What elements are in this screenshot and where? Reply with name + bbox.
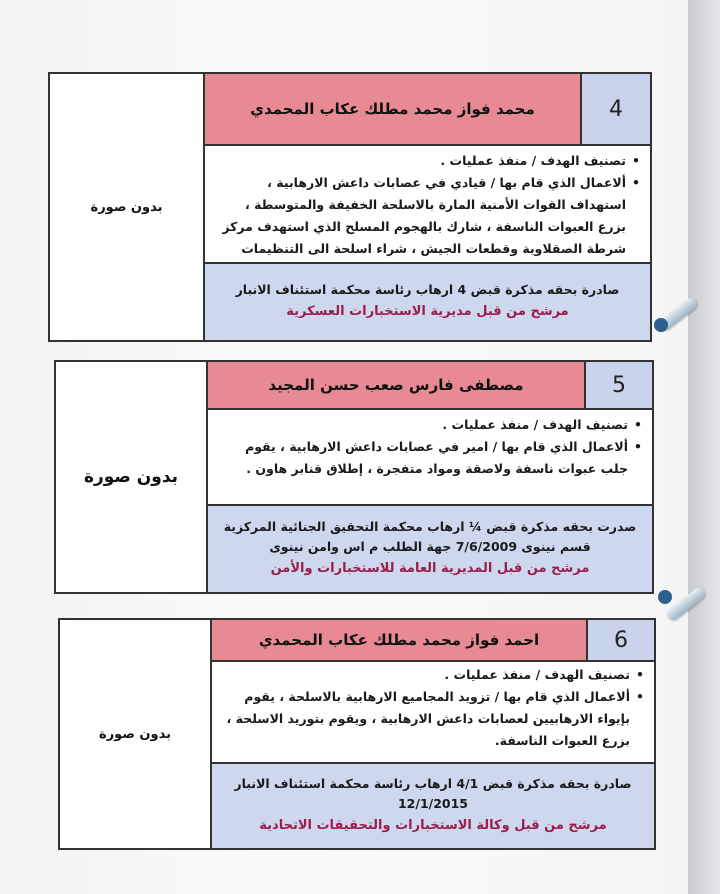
warrant-source: مرشح من قبل مديرية الاستخبارات العسكرية (286, 304, 569, 319)
activities-item: • ألاعمال الذي قام بها / قيادي في عصابات داعش الارهابية ، استهداف القوات الأمنية المارة بالاسلحة الخفيفة والمتوسطة ، بزرع العبوات الناسفة ، شارك بالهجوم المسلح الذي استهدف مركز شرطة الصقلاوية وقطعات الجيش ، شراء اسلحة الى التنظيمات (218, 172, 626, 282)
record-number: 5 (584, 362, 652, 410)
classification-item: • تصنيف الهدف / منفذ عمليات . (226, 664, 630, 686)
record-name: مصطفى فارس صعب حسن المجيد (208, 362, 584, 410)
warrant-section (212, 762, 654, 848)
binder-ring (658, 590, 672, 604)
record-details (218, 664, 648, 764)
photo-label: بدون صورة (90, 199, 163, 215)
record-details (210, 150, 644, 260)
warrant-text: صادرة بحقه مذكرة قبض 4 ارهاب رئاسة محكمة استئناف الانبار (235, 282, 620, 297)
warrant-text: صدرت بحقه مذكرة قبض ¼ ارهاب محكمة التحقيق الجنائية المركزية قسم نينوى 7/6/2009 جهة الطلب م اس وامن نينوى (223, 519, 637, 554)
classification-item: • تصنيف الهدف / منفذ عمليات . (218, 150, 626, 172)
record-details (214, 414, 646, 506)
record-card (48, 72, 652, 342)
activities-item: • ألاعمال الذي قام بها / امير في عصابات داعش الارهابية ، يقوم جلب عبوات ناسفة ولاصقة ومواد متفجرة ، إطلاق قنابر هاون . (222, 436, 628, 480)
activities-item: • ألاعمال الذي قام بها / تزويد المجاميع الارهابية بالاسلحة ، يقوم بإيواء الارهابيين لعصابات داعش الارهابية ، ويقوم بتوريد الاسلحة ، بزرع العبوات الناسفة. (226, 686, 630, 752)
record-name: احمد فواز محمد مطلك عكاب المحمدي (212, 620, 586, 662)
warrant-section (208, 504, 652, 592)
photo-label: بدون صورة (83, 467, 179, 487)
classification-item: • تصنيف الهدف / منفذ عمليات . (222, 414, 628, 436)
record-card (58, 618, 656, 850)
binder-ring (654, 318, 668, 332)
photo-placeholder (50, 74, 205, 340)
warrant-source: مرشح من قبل وكالة الاستخبارات والتحقيقات الاتحادية (259, 818, 607, 833)
page-edge (688, 0, 720, 894)
photo-placeholder (56, 362, 208, 592)
photo-placeholder (60, 620, 212, 848)
record-card (54, 360, 654, 594)
record-name: محمد فواز محمد مطلك عكاب المحمدي (205, 74, 580, 146)
photo-label: بدون صورة (99, 726, 171, 742)
record-number: 4 (580, 74, 650, 146)
record-number: 6 (586, 620, 654, 662)
warrant-text: صادرة بحقه مذكرة قبض 4/1 ارهاب رئاسة محكمة استئناف الانبار 12/1/2015 (234, 776, 632, 811)
warrant-source: مرشح من قبل المديرية العامة للاستخبارات والأمن (270, 561, 590, 576)
warrant-section (205, 262, 650, 340)
